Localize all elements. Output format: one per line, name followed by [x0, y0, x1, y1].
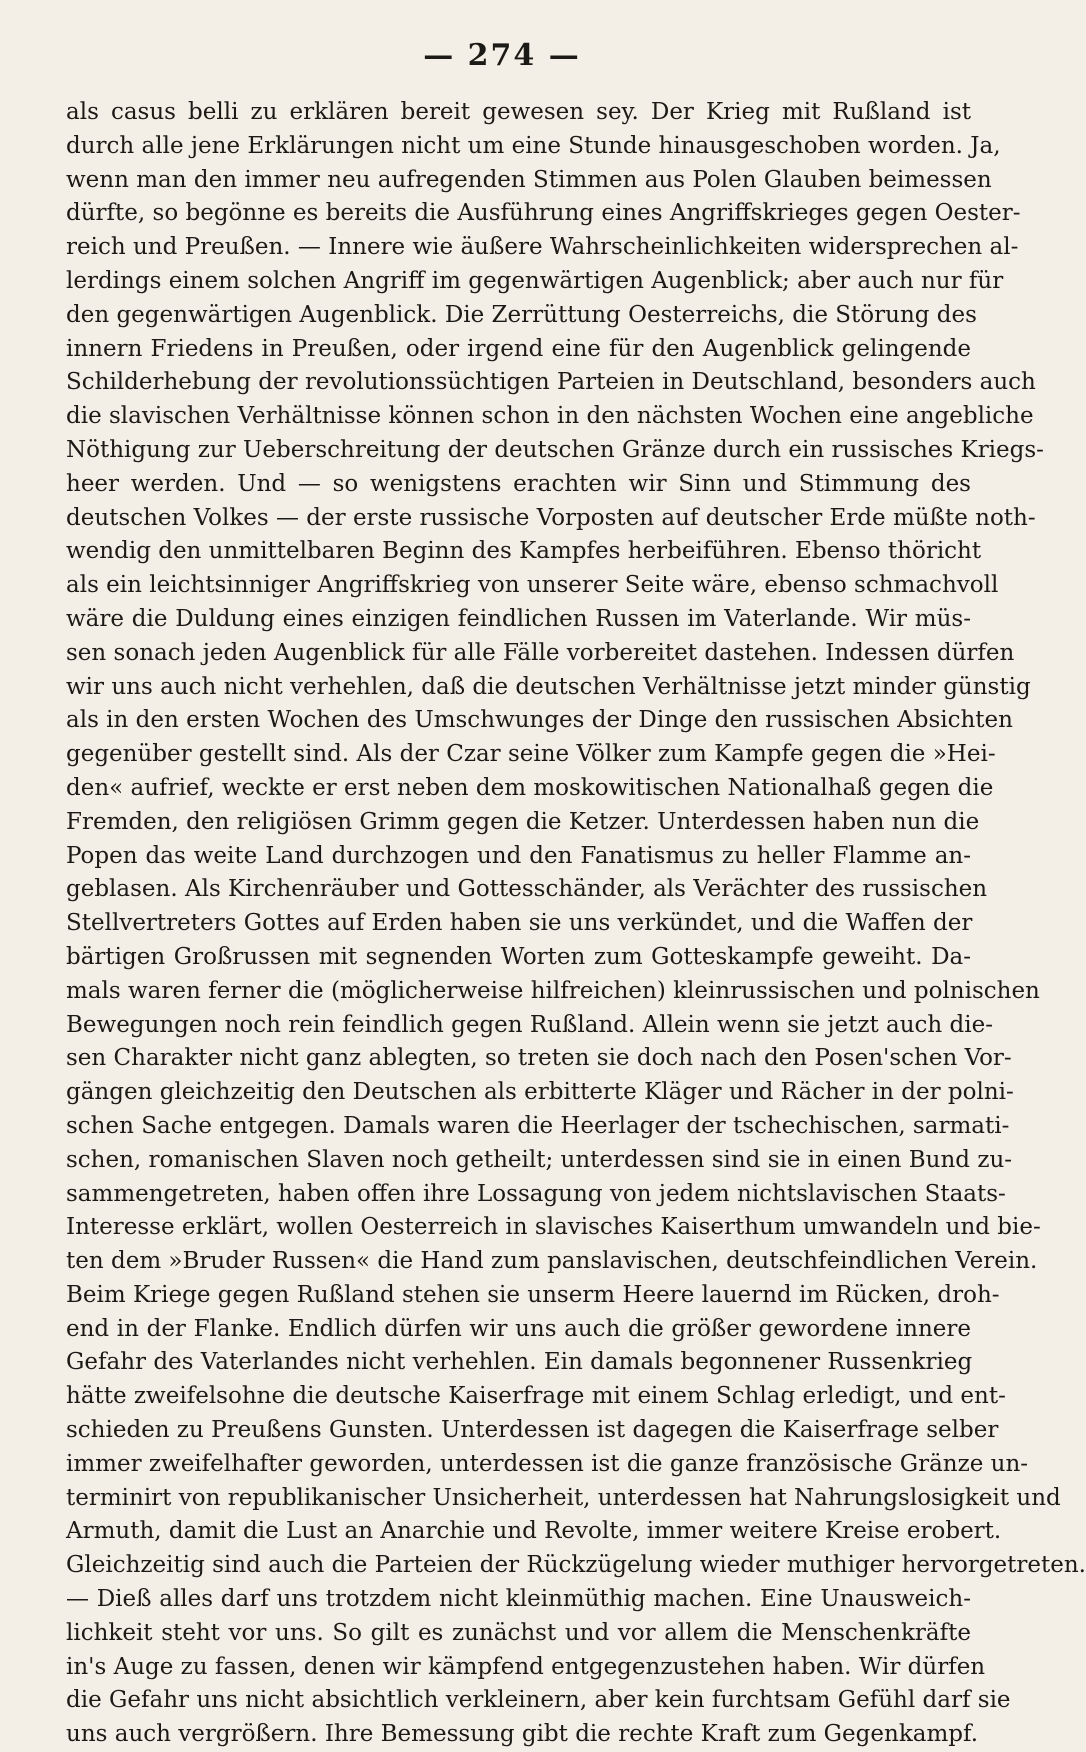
text-line: den« aufrief, weckte er erst neben dem moskowitischen Nationalhaß gegen die [66, 774, 994, 801]
text-line: Schilderhebung der revolutionssüchtigen Parteien in Deutschland, besonders auch [66, 369, 1036, 396]
text-line: innern Friedens in Preußen, oder irgend eine für den Augenblick gelingende [66, 335, 971, 362]
text-line: die Gefahr uns nicht absichtlich verkleinern, aber kein furchtsam Gefühl darf sie [66, 1687, 1011, 1714]
text-line: in's Auge zu fassen, denen wir kämpfend entgegenzustehen haben. Wir dürfen [66, 1653, 986, 1680]
text-line: wendig den unmittelbaren Beginn des Kampfes herbeiführen. Ebenso thöricht [66, 538, 982, 565]
page-number: — 274 — [423, 38, 581, 73]
text-line: gegenüber gestellt sind. Als der Czar seine Völker zum Kampfe gegen die »Hei- [66, 741, 996, 768]
text-line: wir uns auch nicht verhehlen, daß die deutschen Verhältnisse jetzt minder günstig [66, 673, 1031, 700]
text-line: mals waren ferner die (möglicherweise hilfreichen) kleinrussischen und polnischen [66, 977, 1040, 1004]
text-line: deutschen Volkes — der erste russische Vorposten auf deutscher Erde müßte noth- [66, 504, 1036, 531]
text-line: die slavischen Verhältnisse können schon in den nächsten Wochen eine angebliche [66, 403, 1034, 430]
text-line: terminirt von republikanischer Unsicherheit, unterdessen hat Nahrungslosigkeit und [66, 1484, 1061, 1511]
text-line: geblasen. Als Kirchenräuber und Gottesschänder, als Verächter des russischen [66, 876, 988, 903]
text-line: wenn man den immer neu aufregenden Stimmen aus Polen Glauben beimessen [66, 166, 992, 193]
text-line: uns auch vergrößern. Ihre Bemessung gibt die rechte Kraft zum Gegenkampf. [66, 1721, 979, 1748]
text-line: Armuth, damit die Lust an Anarchie und Revolte, immer weitere Kreise erobert. [66, 1518, 1002, 1545]
text-line: wäre die Duldung eines einzigen feindlichen Russen im Vaterlande. Wir müs- [66, 605, 971, 632]
text-line: schen Sache entgegen. Damals waren die Heerlager der tschechischen, sarmati- [66, 1112, 1010, 1139]
text-line: Gefahr des Vaterlandes nicht verhehlen. Ein damals begonnener Russenkrieg [66, 1349, 973, 1376]
body-text [66, 96, 1086, 1752]
text-line: sammengetreten, haben offen ihre Lossagung von jedem nichtslavischen Staats- [66, 1180, 1006, 1207]
text-line: reich und Preußen. — Innere wie äußere Wahrscheinlichkeiten widersprechen al- [66, 234, 1019, 261]
text-line: ten dem »Bruder Russen« die Hand zum panslavischen, deutschfeindlichen Verein. [66, 1248, 1038, 1275]
text-line: schen, romanischen Slaven noch getheilt; unterdessen sind sie in einen Bund zu- [66, 1146, 1013, 1173]
text-line: gängen gleichzeitig den Deutschen als erbitterte Kläger und Rächer in der polni- [66, 1079, 1014, 1106]
text-line: dürfte, so begönne es bereits die Ausführung eines Angriffskrieges gegen Oester- [66, 200, 1021, 227]
text-line: sen Charakter nicht ganz ablegten, so treten sie doch nach den Posen'schen Vor- [66, 1045, 1012, 1072]
text-line: Stellvertreters Gottes auf Erden haben sie uns verkündet, und die Waffen der [66, 910, 973, 937]
text-line: immer zweifelhafter geworden, unterdessen ist die ganze französische Gränze un- [66, 1450, 1029, 1477]
text-line: als ein leichtsinniger Angriffskrieg von unserer Seite wäre, ebenso schmachvoll [66, 572, 999, 599]
text-line: als in den ersten Wochen des Umschwunges der Dinge den russischen Absichten [66, 707, 1013, 734]
text-line: Fremden, den religiösen Grimm gegen die Ketzer. Unterdessen haben nun die [66, 808, 980, 835]
text-line: — Dieß alles darf uns trotzdem nicht kleinmüthig machen. Eine Unausweich- [66, 1586, 971, 1613]
text-line: Nöthigung zur Ueberschreitung der deutschen Gränze durch ein russisches Kriegs- [66, 436, 1044, 463]
text-line: lichkeit steht vor uns. So gilt es zunächst und vor allem die Menschenkräfte [66, 1619, 971, 1646]
text-line: Bewegungen noch rein feindlich gegen Rußland. Allein wenn sie jetzt auch die- [66, 1011, 993, 1038]
text-line: Popen das weite Land durchzogen und den Fanatismus zu heller Flamme an- [66, 842, 971, 869]
text-line: Beim Kriege gegen Rußland stehen sie unserm Heere lauernd im Rücken, droh- [66, 1281, 1000, 1308]
text-line: Gleichzeitig sind auch die Parteien der Rückzügelung wieder muthiger hervorgetreten. [66, 1552, 1086, 1579]
text-line: sen sonach jeden Augenblick für alle Fälle vorbereitet dastehen. Indessen dürfen [66, 639, 1015, 666]
text-line: hätte zweifelsohne die deutsche Kaiserfrage mit einem Schlag erledigt, und ent- [66, 1383, 1006, 1410]
text-line: durch alle jene Erklärungen nicht um eine Stunde hinausgeschoben worden. Ja, [66, 132, 1001, 159]
text-line: end in der Flanke. Endlich dürfen wir uns auch die größer gewordene innere [66, 1315, 971, 1342]
text-line: bärtigen Großrussen mit segnenden Worten zum Gotteskampfe geweiht. Da- [66, 943, 971, 970]
text-line: Interesse erklärt, wollen Oesterreich in slavisches Kaiserthum umwandeln und bie- [66, 1214, 1041, 1241]
text-line: lerdings einem solchen Angriff im gegenwärtigen Augenblick; aber auch nur für [66, 267, 1004, 294]
text-line: schieden zu Preußens Gunsten. Unterdessen ist dagegen die Kaiserfrage selber [66, 1417, 999, 1444]
text-line: heer werden. Und — so wenigstens erachten wir Sinn und Stimmung des [66, 470, 971, 497]
text-line: als casus belli zu erklären bereit gewesen sey. Der Krieg mit Rußland ist [66, 99, 971, 125]
text-line: den gegenwärtigen Augenblick. Die Zerrüttung Oesterreichs, die Störung des [66, 301, 977, 328]
